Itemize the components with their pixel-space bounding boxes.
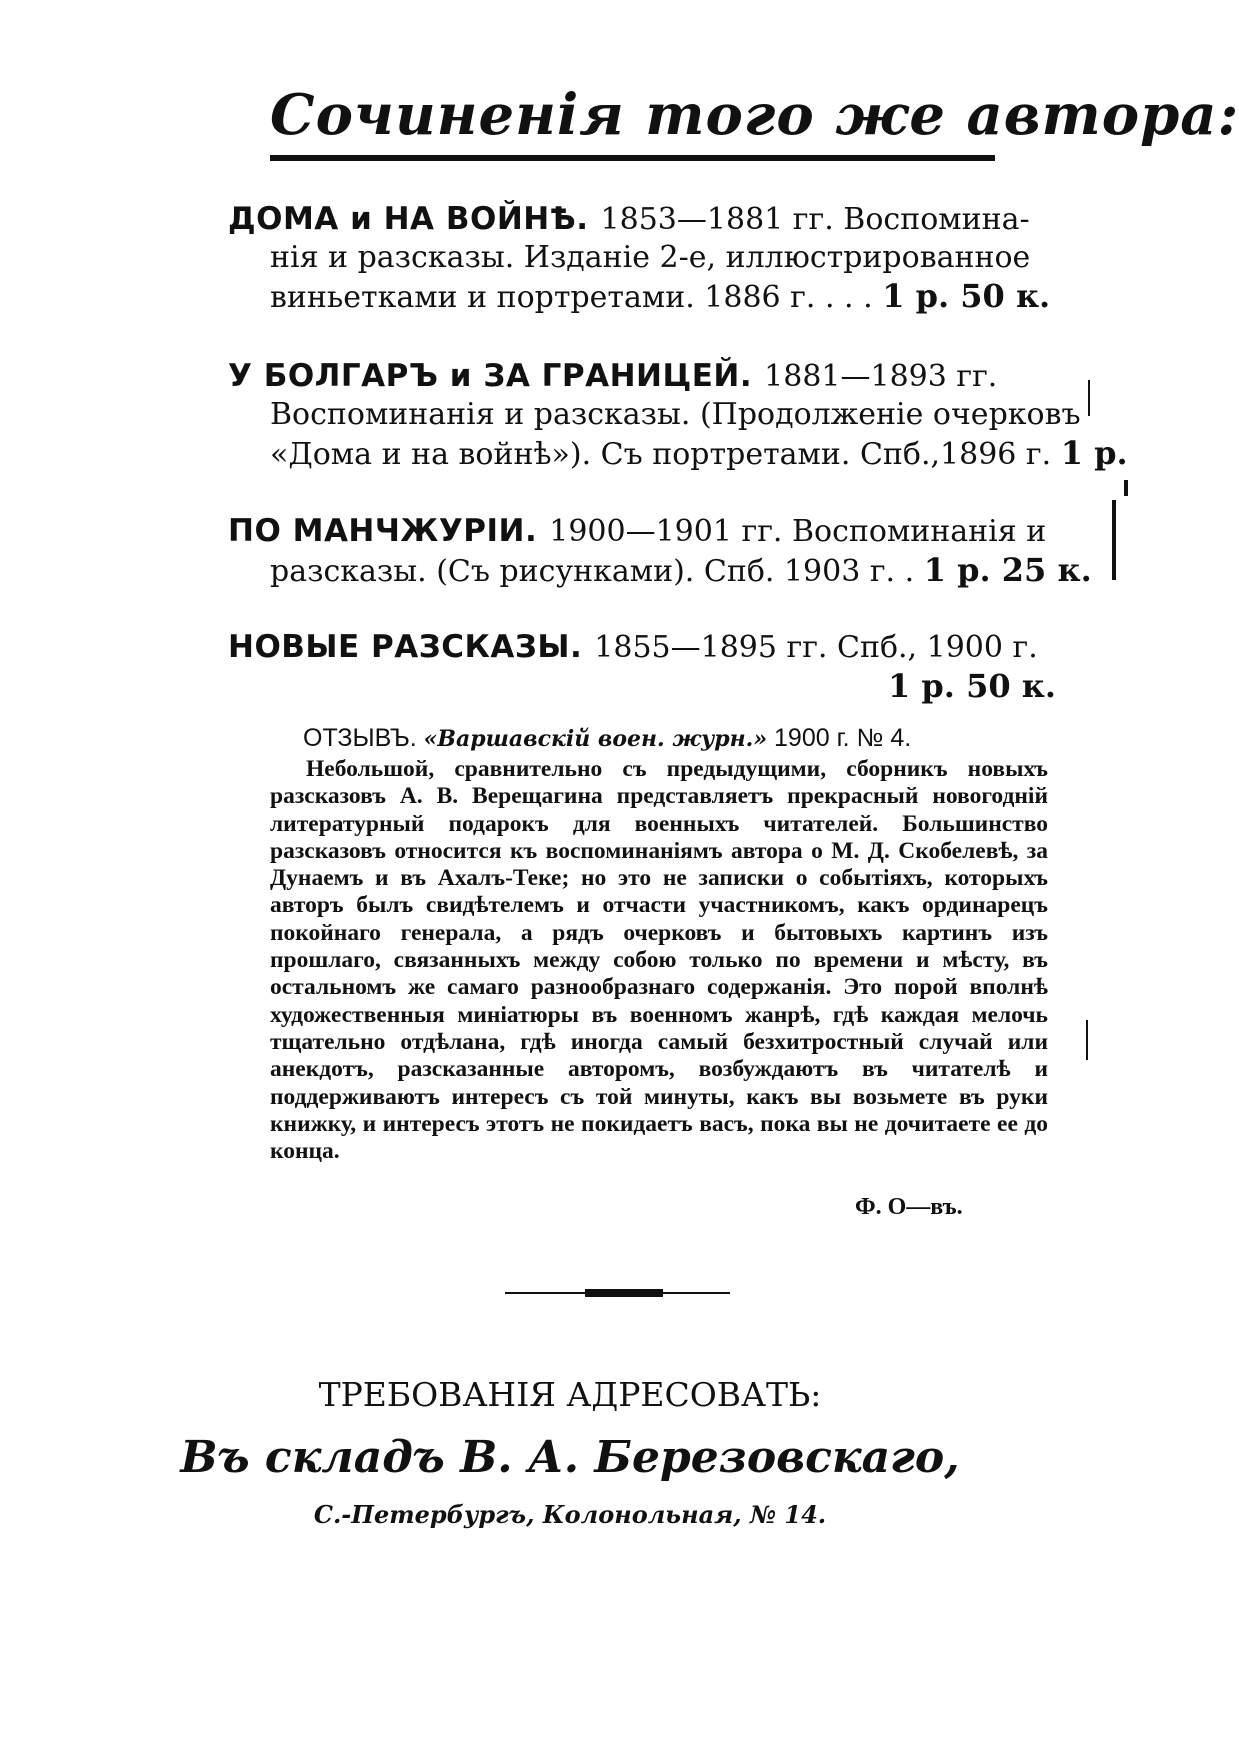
book-description: «Дома и на войнѣ»). Съ портретами. Спб.,1896 г. — [270, 437, 1052, 472]
book-description: нія и разсказы. Изданіе 2-е, иллюстрированное — [270, 240, 1031, 275]
review-header — [303, 724, 1043, 753]
book-years: 1855—1895 гг. Спб., 1900 г. — [594, 630, 1038, 665]
review-source: «Варшавскій воен. журн.» — [423, 726, 768, 752]
page-heading: Сочиненія того же автора: — [270, 82, 1239, 148]
book-price: 1 р. 50 к. — [882, 277, 1051, 315]
review-issue: 1900 г. № 4. — [774, 724, 912, 752]
store-address: С.-Петербургъ, Колонольная, № 14. — [313, 1500, 827, 1529]
book-description: Воспоминанія и разсказы. (Продолженіе очерковъ — [270, 397, 1081, 432]
book-description: виньетками и портретами. 1886 г. . . . — [270, 280, 873, 315]
scan-mark — [1112, 500, 1116, 580]
book-title: У БОЛГАРЪ и ЗА ГРАНИЦЕЙ. — [228, 358, 753, 394]
heading-rule — [270, 155, 995, 161]
book-entry — [228, 357, 1128, 474]
scan-mark — [1086, 1020, 1088, 1060]
book-price: 1 р. — [1060, 434, 1128, 472]
review-body: Небольшой, сравнительно съ предыдущими, сборникъ новыхъ разсказовъ А. В. Верещагина представляетъ прекрасный новогодній литературный подарокъ для военныхъ читателей. Большинство разсказовъ относится къ воспоминаніямъ автора о М. Д. Скобелевѣ, за Дунаемъ и въ Ахалъ-Теке; но это не записки о событіяхъ, которыхъ авторъ былъ свидѣтелемъ и отчасти участникомъ, какъ ординарецъ покойнаго генерала, а рядъ очерковъ и бытовыхъ картинъ изъ прошлаго, связанныхъ между собою только по времени и мѣсту, въ остальномъ же самаго разнообразнаго содержанія. Это порой вполнѣ художественныя миніатюры въ военномъ жанрѣ, гдѣ каждая мелочь тщательно отдѣлана, гдѣ иногда самый безхитростный случай или анекдотъ, разсказанные авторомъ, возбуждаютъ въ читателѣ и поддерживаютъ интересъ съ той минуты, какъ вы возьмете въ руки книжку, и интересъ этотъ не покидаетъ васъ, пока вы не дочитаете ее до конца. — [270, 756, 1048, 1165]
divider-ornament — [585, 1289, 663, 1297]
book-years: 1900—1901 гг. Воспоминанія и — [549, 514, 1047, 549]
book-price: 1 р. 25 к. — [923, 551, 1092, 589]
book-title: НОВЫЕ РАЗСКАЗЫ. — [228, 629, 583, 665]
requests-label: ТРЕБОВАНІЯ АДРЕСОВАТЬ: — [318, 1375, 822, 1414]
review-signature: Ф. О—въ. — [855, 1194, 963, 1220]
scan-mark — [1124, 480, 1128, 496]
book-title: ДОМА и НА ВОЙНѢ. — [228, 201, 589, 237]
book-entry — [228, 512, 1092, 591]
book-years: 1881—1893 гг. — [764, 359, 998, 394]
book-description: разсказы. (Съ рисунками). Спб. 1903 г. . — [270, 554, 915, 589]
book-price: 1 р. 50 к. — [888, 667, 1056, 705]
book-entry — [228, 628, 1056, 707]
store-name: Въ складъ В. А. Березовскаго, — [180, 1432, 960, 1483]
book-years: 1853—1881 гг. Воспомина- — [600, 202, 1030, 237]
scan-mark — [1088, 380, 1090, 416]
book-entry — [228, 200, 1051, 317]
review-label: ОТЗЫВЪ. — [303, 724, 417, 752]
book-title: ПО МАНЧЖУРІИ. — [228, 513, 538, 549]
